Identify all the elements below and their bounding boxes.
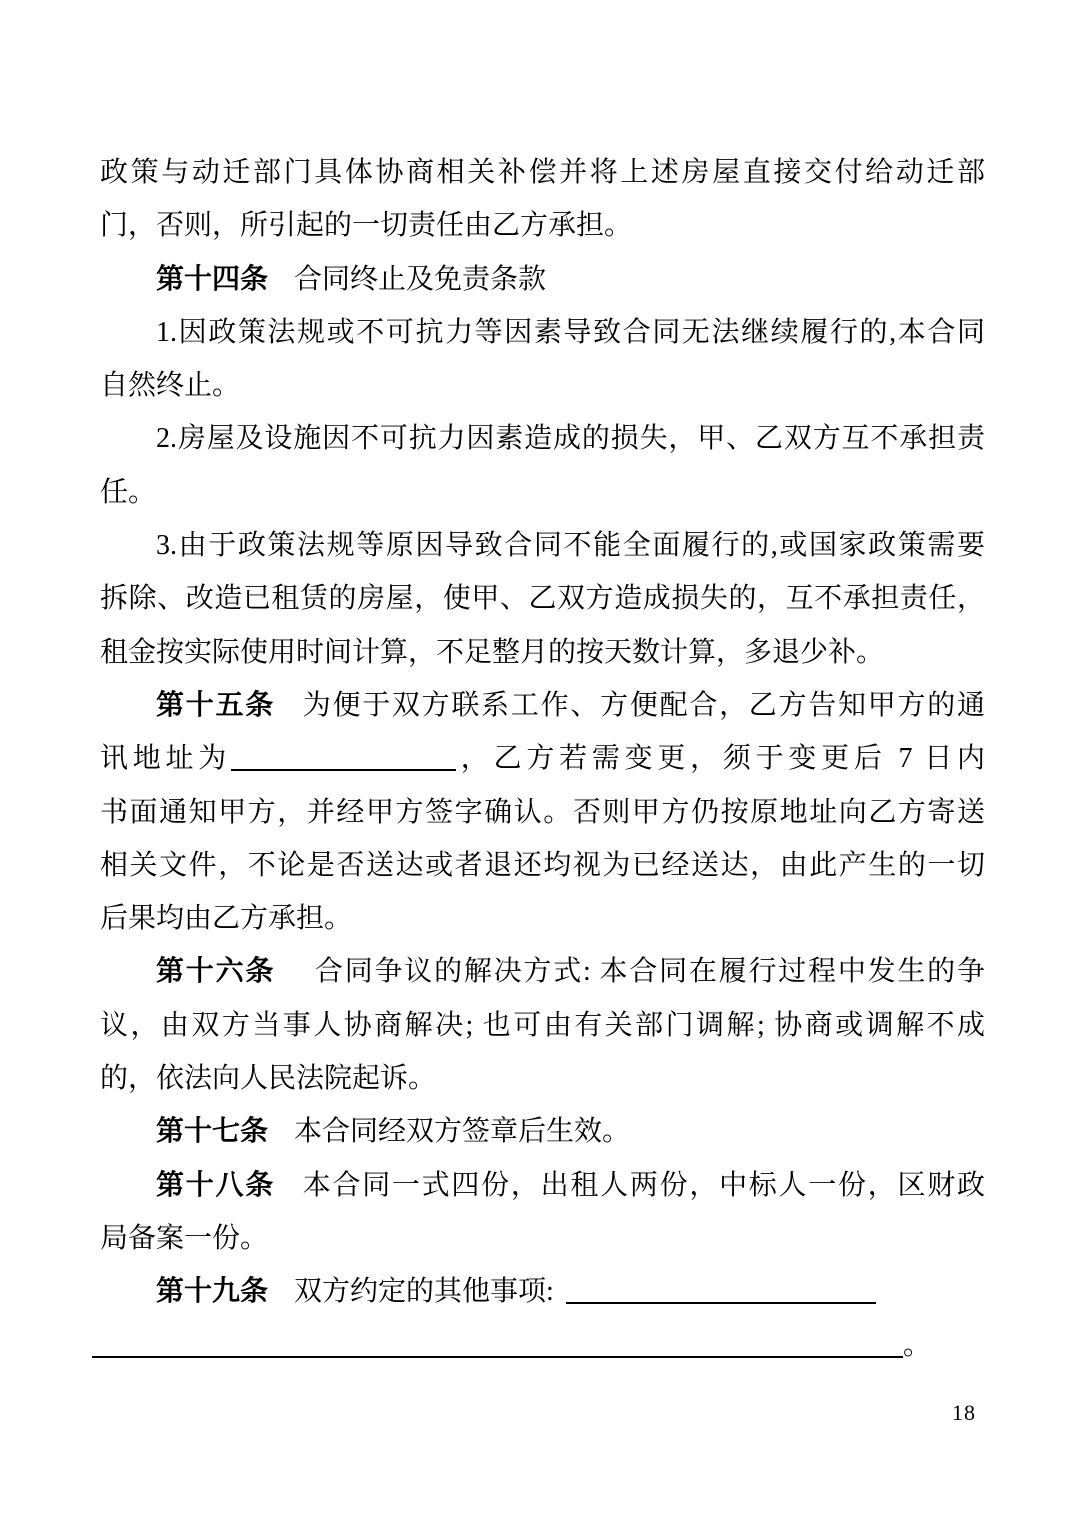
clause-15-line-3 [100, 786, 985, 839]
clause-14-number: 第十四条 [156, 263, 269, 295]
clause-17-number: 第十七条 [156, 1116, 269, 1148]
other-matters-blank-continuation [92, 1325, 903, 1358]
clause-15-line-4 [100, 839, 985, 892]
clause-16-number: 第十六条 [156, 956, 276, 988]
other-matters-blank-field [566, 1271, 876, 1304]
text-run: 的，依法向人民法院起诉。 [100, 1063, 437, 1095]
text-run: 合同争议的解决方式: 本合同在履行过程中发生的争 [313, 956, 985, 988]
text-run: 门，否则，所引起的一切责任由乙方承担。 [100, 210, 633, 242]
clause-14-item-1-line-1 [100, 306, 985, 359]
clause-14-title: 合同终止及免责条款 [294, 263, 547, 295]
text-run: 租金按实际使用时间计算，不足整月的按天数计算，多退少补。 [100, 636, 885, 668]
continuation-line-1 [100, 146, 985, 199]
text-run: 局备案一份。 [100, 1222, 269, 1254]
clause-15-line-1 [100, 679, 985, 732]
text-run: 议，由双方当事人协商解决; 也可由有关部门调解; 协商或调解不成 [100, 1009, 985, 1041]
text-run: 后果均由乙方承担。 [100, 903, 353, 935]
clause-14-item-3-line-1 [100, 519, 985, 572]
clause-16-line-3 [100, 1052, 985, 1105]
text-run: 3.由于政策法规等原因导致合同不能全面履行的,或国家政策需要 [156, 530, 985, 562]
clause-19-number: 第十九条 [156, 1276, 269, 1308]
clause-18-number: 第十八条 [156, 1169, 275, 1201]
clause-14-item-2-line-2 [100, 466, 985, 519]
text-run: 本合同经双方签章后生效。 [294, 1116, 631, 1148]
clause-14-heading [100, 253, 985, 306]
page-number: 18 [952, 1400, 976, 1425]
clause-18-line-1 [100, 1159, 985, 1212]
clause-15-number: 第十五条 [156, 689, 275, 721]
text-run: ，乙方若需变更，须于变更后 7 日内 [456, 743, 985, 775]
text-run: 政策与动迁部门具体协商相关补偿并将上述房屋直接交付给动迁部 [100, 157, 985, 188]
clause-14-item-3-line-2 [100, 572, 985, 625]
address-blank-field [231, 738, 456, 771]
clause-14-item-2-line-1 [100, 412, 985, 465]
text-run: 本合同一式四份，出租人两份，中标人一份，区财政 [300, 1169, 985, 1201]
clause-15-line-5 [100, 892, 985, 945]
text-run: 。 [903, 1329, 932, 1361]
clause-18-line-2 [100, 1212, 985, 1265]
text-run: 双方约定的其他事项: [294, 1276, 554, 1308]
clause-15-line-2 [100, 732, 985, 785]
text-run: 任。 [100, 476, 157, 508]
contract-page-body [100, 146, 985, 1372]
text-run: 1.因政策法规或不可抗力等因素导致合同无法继续履行的,本合同 [156, 316, 985, 348]
clause-14-item-1-line-2 [100, 359, 985, 412]
text-run: 2.房屋及设施因不可抗力因素造成的损失，甲、乙双方互不承担责 [156, 423, 985, 455]
text-run: 书面通知甲方，并经甲方签字确认。否则甲方仍按原地址向乙方寄送 [100, 796, 985, 828]
text-run: 为便于双方联系工作、方便配合，乙方告知甲方的通 [300, 689, 985, 721]
text-run: 自然终止。 [100, 370, 241, 402]
clause-14-item-3-line-3 [100, 626, 985, 679]
text-run: 讯地址为 [100, 743, 232, 775]
clause-17-line [100, 1105, 985, 1158]
clause-16-line-1 [100, 945, 985, 998]
text-run: 相关文件，不论是否送达或者退还均视为已经送达，由此产生的一切 [100, 849, 985, 881]
continuation-line-2 [100, 199, 985, 252]
clause-16-line-2 [100, 999, 985, 1052]
clause-19-line-2 [92, 1319, 985, 1372]
clause-19-line-1 [100, 1265, 985, 1318]
text-run: 拆除、改造已租赁的房屋，使甲、乙双方造成损失的，互不承担责任， [100, 583, 985, 615]
